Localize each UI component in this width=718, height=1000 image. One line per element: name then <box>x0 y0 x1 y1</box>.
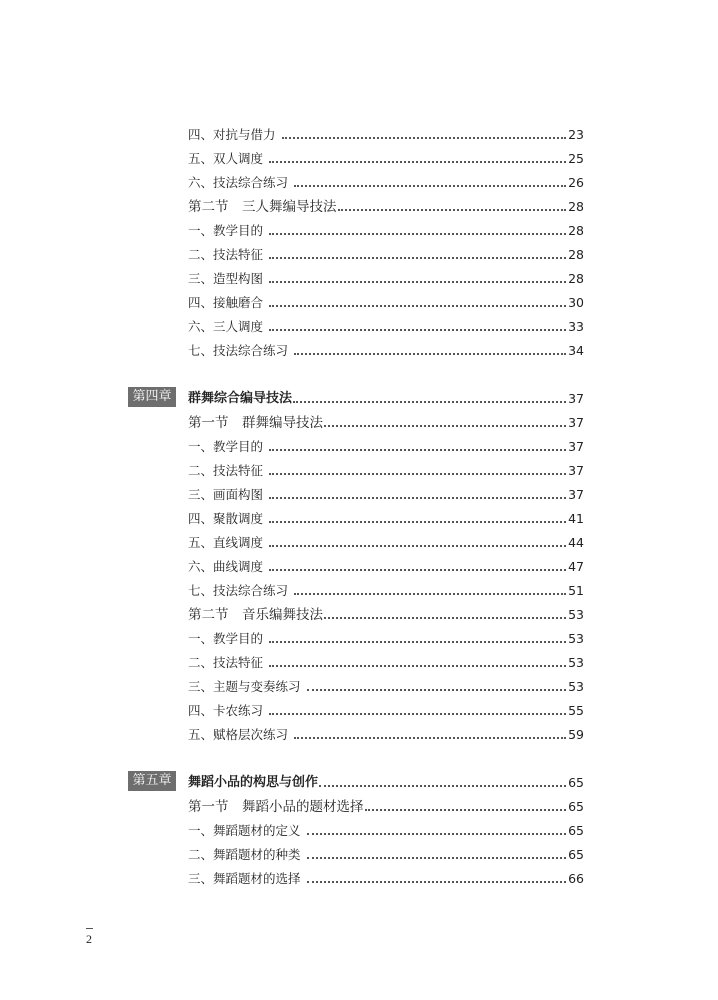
dot-leader <box>307 833 567 835</box>
dot-leader <box>307 881 567 883</box>
toc-entry-page: 37 <box>568 415 584 430</box>
dot-leader <box>294 353 566 355</box>
toc-entry-page: 26 <box>568 175 584 190</box>
dot-leader <box>365 809 567 811</box>
toc-entry-page: 28 <box>568 223 584 238</box>
toc-entry[interactable] <box>188 459 584 479</box>
dot-leader <box>269 497 566 499</box>
toc-entry-page: 37 <box>568 463 584 478</box>
toc-entry[interactable] <box>188 579 584 599</box>
toc-entry[interactable] <box>188 867 584 887</box>
toc-entry-title: 五、双人调度 <box>188 151 264 166</box>
toc-entry-title: 一、教学目的 <box>188 439 264 454</box>
toc-chapter[interactable] <box>188 771 584 791</box>
toc-entry[interactable] <box>188 651 584 671</box>
toc-section[interactable] <box>188 795 584 815</box>
footer-rule <box>86 928 93 929</box>
toc-entry[interactable] <box>188 675 584 695</box>
toc-entry-title: 二、技法特征 <box>188 655 264 670</box>
toc-entry[interactable] <box>188 243 584 263</box>
dot-leader <box>324 425 566 427</box>
toc-entry-page: 65 <box>568 823 584 838</box>
dot-leader <box>269 641 566 643</box>
toc-entry-title: 二、舞蹈题材的种类 <box>188 847 301 862</box>
toc-entry[interactable] <box>188 123 584 143</box>
dot-leader <box>282 137 567 139</box>
chapter-badge: 第五章 <box>128 771 176 791</box>
toc-entry-page: 41 <box>568 511 584 526</box>
toc-entry-page: 37 <box>568 487 584 502</box>
dot-leader <box>269 329 566 331</box>
toc-entry-title: 第一节 舞蹈小品的题材选择 <box>188 799 364 815</box>
toc-entry-page: 53 <box>568 607 584 622</box>
toc-entry-page: 53 <box>568 655 584 670</box>
toc-entry[interactable] <box>188 339 584 359</box>
dot-leader <box>338 209 567 211</box>
toc-entry-page: 65 <box>568 775 584 790</box>
toc-entry[interactable] <box>188 819 584 839</box>
dot-leader <box>269 521 566 523</box>
toc-entry[interactable] <box>188 147 584 167</box>
toc-entry[interactable] <box>188 723 584 743</box>
toc-entry-title: 七、技法综合练习 <box>188 583 289 598</box>
toc-entry-title: 二、技法特征 <box>188 247 264 262</box>
toc-entry-page: 53 <box>568 679 584 694</box>
toc-entry-title: 一、教学目的 <box>188 223 264 238</box>
dot-leader <box>269 665 566 667</box>
dot-leader <box>269 305 566 307</box>
toc-entry[interactable] <box>188 555 584 575</box>
toc-entry-page: 37 <box>568 391 584 406</box>
toc-entry[interactable] <box>188 843 584 863</box>
toc-entry-page: 53 <box>568 631 584 646</box>
dot-leader <box>307 689 567 691</box>
toc-entry-title: 六、技法综合练习 <box>188 175 289 190</box>
toc-entry[interactable] <box>188 171 584 191</box>
toc-entry-page: 30 <box>568 295 584 310</box>
dot-leader <box>269 449 566 451</box>
toc-entry-title: 第二节 音乐编舞技法 <box>188 607 323 623</box>
toc-entry-page: 34 <box>568 343 584 358</box>
toc-entry-title: 第一节 群舞编导技法 <box>188 415 323 431</box>
toc-entry-title: 四、对抗与借力 <box>188 127 276 142</box>
toc-entry[interactable] <box>188 483 584 503</box>
dot-leader <box>269 713 566 715</box>
toc-entry-title: 四、卡农练习 <box>188 703 264 718</box>
toc-entry[interactable] <box>188 699 584 719</box>
toc-entry-title: 舞蹈小品的构思与创作 <box>188 775 319 790</box>
toc-section[interactable] <box>188 195 584 215</box>
toc-entry[interactable] <box>188 291 584 311</box>
toc-entry-title: 三、主题与变奏练习 <box>188 679 301 694</box>
dot-leader <box>293 401 566 403</box>
toc-entry-page: 28 <box>568 247 584 262</box>
toc-entry[interactable] <box>188 315 584 335</box>
toc-entry-page: 59 <box>568 727 584 742</box>
toc-entry-page: 55 <box>568 703 584 718</box>
toc-entry-title: 第二节 三人舞编导技法 <box>188 199 337 215</box>
toc-entry[interactable] <box>188 267 584 287</box>
toc-section[interactable] <box>188 603 584 623</box>
toc-entry-title: 二、技法特征 <box>188 463 264 478</box>
dot-leader <box>269 569 566 571</box>
toc-entry-page: 28 <box>568 271 584 286</box>
toc-entry-title: 六、曲线调度 <box>188 559 264 574</box>
toc-entry[interactable] <box>188 435 584 455</box>
toc-chapter[interactable] <box>188 387 584 407</box>
toc-entry-page: 33 <box>568 319 584 334</box>
dot-leader <box>269 545 566 547</box>
toc-entry-title: 五、赋格层次练习 <box>188 727 289 742</box>
dot-leader <box>269 161 566 163</box>
toc-entry-title: 三、造型构图 <box>188 271 264 286</box>
dot-leader <box>319 785 566 787</box>
dot-leader <box>324 617 566 619</box>
toc-entry[interactable] <box>188 531 584 551</box>
chapter-badge: 第四章 <box>128 387 176 407</box>
dot-leader <box>269 233 566 235</box>
toc-entry[interactable] <box>188 219 584 239</box>
dot-leader <box>269 473 566 475</box>
dot-leader <box>294 737 566 739</box>
toc-entry-page: 51 <box>568 583 584 598</box>
toc-section[interactable] <box>188 411 584 431</box>
toc-entry-title: 一、教学目的 <box>188 631 264 646</box>
toc-entry-title: 三、舞蹈题材的选择 <box>188 871 301 886</box>
toc-entry-page: 44 <box>568 535 584 550</box>
toc-entry-title: 四、聚散调度 <box>188 511 264 526</box>
dot-leader <box>269 257 566 259</box>
dot-leader <box>307 857 567 859</box>
dot-leader <box>294 185 566 187</box>
toc-entry-title: 七、技法综合练习 <box>188 343 289 358</box>
toc-entry-title: 一、舞蹈题材的定义 <box>188 823 301 838</box>
toc-entry-title: 六、三人调度 <box>188 319 264 334</box>
toc-entry-page: 28 <box>568 199 584 214</box>
toc-entry-page: 37 <box>568 439 584 454</box>
toc-entry[interactable] <box>188 507 584 527</box>
toc-entry-title: 群舞综合编导技法 <box>188 391 293 406</box>
toc-entry-page: 23 <box>568 127 584 142</box>
toc-entry-title: 四、接触磨合 <box>188 295 264 310</box>
dot-leader <box>294 593 566 595</box>
toc-entry-page: 66 <box>568 871 584 886</box>
toc-entry-page: 25 <box>568 151 584 166</box>
dot-leader <box>269 281 566 283</box>
toc-entry[interactable] <box>188 627 584 647</box>
page-number: 2 <box>86 932 92 946</box>
toc-entry-title: 五、直线调度 <box>188 535 264 550</box>
toc-entry-page: 65 <box>568 799 584 814</box>
toc-entry-page: 47 <box>568 559 584 574</box>
toc-entry-page: 65 <box>568 847 584 862</box>
toc-entry-title: 三、画面构图 <box>188 487 264 502</box>
